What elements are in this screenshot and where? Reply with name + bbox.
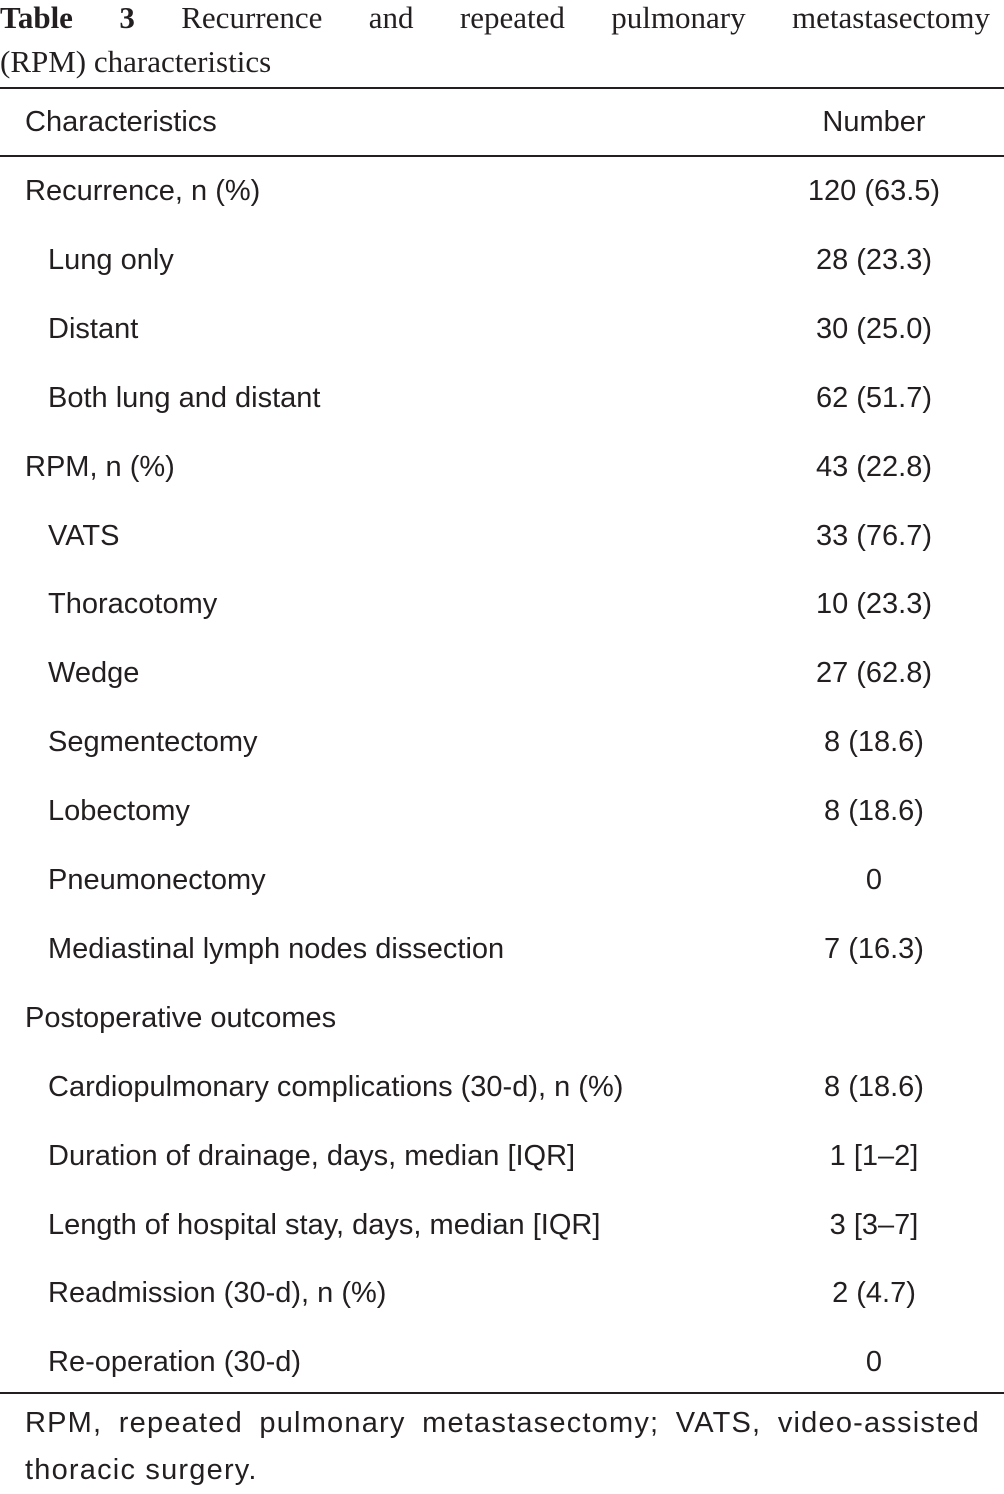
row-value: 10 (23.3) (815, 588, 933, 621)
table-row (0, 984, 1004, 1052)
table-row (0, 295, 1004, 363)
table-row (0, 364, 1004, 432)
row-value: 30 (25.0) (815, 312, 933, 345)
table-title-line1: Recurrence and repeated pulmonary metastasectomy (181, 0, 990, 35)
table-header-row (0, 89, 1004, 155)
row-label: VATS (48, 519, 120, 552)
row-value: 8 (18.6) (824, 795, 924, 828)
row-label: Thoracotomy (48, 588, 218, 621)
table-row (0, 157, 1004, 225)
row-label: Cardiopulmonary complications (30-d), n (%) (48, 1070, 624, 1103)
table-row (0, 1191, 1004, 1259)
table-row (0, 639, 1004, 707)
table-row (0, 433, 1004, 501)
table-row (0, 502, 1004, 570)
row-label: Recurrence, n (%) (25, 175, 261, 207)
row-label: RPM, n (%) (25, 450, 175, 483)
table-row (0, 226, 1004, 294)
table-row (0, 1053, 1004, 1121)
row-label: Segmentectomy (48, 726, 258, 759)
row-value: 27 (62.8) (815, 657, 933, 690)
row-label: Pneumonectomy (48, 864, 266, 896)
row-value: 3 [3–7] (829, 1208, 919, 1241)
row-label: Re-operation (30-d) (48, 1346, 302, 1379)
row-value: 2 (4.7) (832, 1277, 916, 1310)
row-label: Distant (48, 312, 139, 345)
row-label: Wedge (48, 657, 140, 690)
table-title-line2: (RPM) characteristics (0, 44, 272, 79)
row-label: Lobectomy (48, 795, 190, 828)
table-caption (0, 0, 990, 40)
table-row (0, 708, 1004, 776)
table-row (0, 1328, 1004, 1396)
row-value: 7 (16.3) (824, 932, 924, 965)
row-label: Postoperative outcomes (25, 1001, 337, 1034)
row-value: 8 (18.6) (824, 726, 924, 759)
row-value: 8 (18.6) (824, 1070, 924, 1103)
table-row (0, 915, 1004, 983)
row-value: 28 (23.3) (815, 243, 933, 276)
header-characteristics: Characteristics (25, 106, 217, 138)
table-label: Table 3 (0, 0, 135, 35)
row-label: Readmission (30-d), n (%) (48, 1277, 387, 1310)
table-row (0, 570, 1004, 638)
row-value: 43 (22.8) (815, 450, 933, 483)
row-label: Both lung and distant (48, 381, 321, 414)
table-row (0, 777, 1004, 845)
row-label: Lung only (48, 243, 174, 276)
row-value: 0 (865, 864, 883, 896)
table-footnote: RPM, repeated pulmonary metastasectomy; VATS, video-assisted thoracic surgery. (25, 1407, 980, 1486)
row-value: 33 (76.7) (815, 519, 933, 552)
table-row (0, 1122, 1004, 1190)
row-value: 62 (51.7) (815, 381, 933, 414)
row-label: Mediastinal lymph nodes dissection (48, 932, 505, 965)
row-label: Duration of drainage, days, median [IQR] (48, 1139, 576, 1172)
row-label: Length of hospital stay, days, median [IQR] (48, 1208, 601, 1241)
table-bottom-rule (0, 1392, 1004, 1394)
header-number: Number (822, 106, 926, 138)
row-value: 0 (865, 1346, 883, 1379)
row-value: 1 [1–2] (829, 1139, 919, 1172)
row-value: 120 (63.5) (807, 175, 941, 207)
table-row (0, 846, 1004, 914)
table-row (0, 1259, 1004, 1327)
